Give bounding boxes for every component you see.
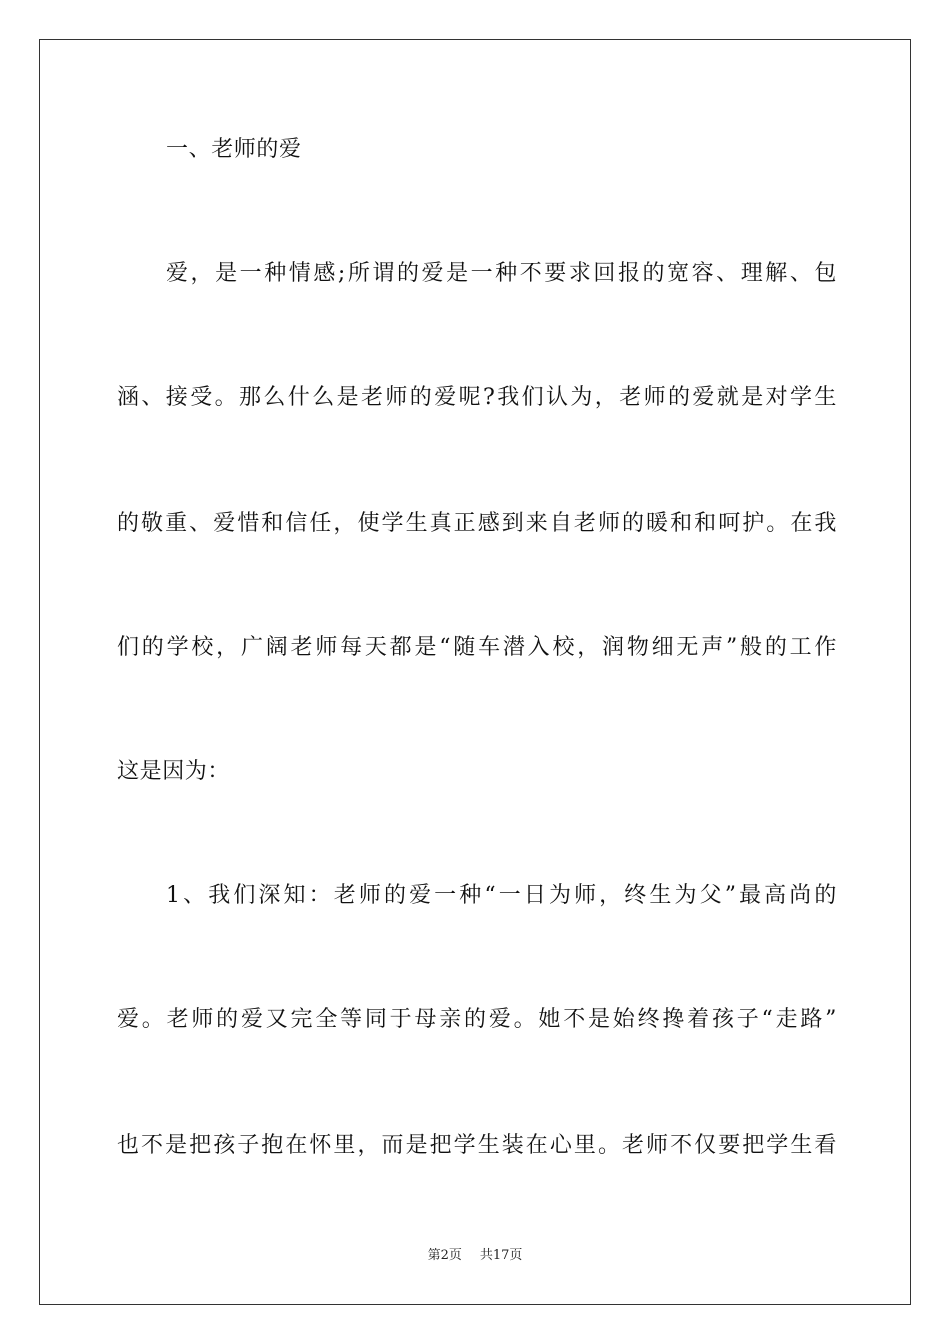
paragraph-line-3: 的敬重、爱惜和信任，使学生真正感到来自老师的暖和和呵护。在我	[117, 511, 837, 536]
page-border	[39, 39, 911, 1305]
page-footer	[0, 1247, 950, 1265]
paragraph-line-8: 也不是把孩子抱在怀里，而是把学生装在心里。老师不仅要把学生看	[117, 1133, 837, 1158]
section-heading: 一、老师的爱	[166, 137, 302, 162]
page-number: 第2页	[427, 1248, 462, 1263]
paragraph-line-2: 涵、接受。那么什么是老师的爱呢?我们认为，老师的爱就是对学生	[117, 385, 837, 410]
paragraph-line-6: 1、我们深知：老师的爱一种“一日为师，终生为父”最高尚的	[166, 883, 837, 908]
paragraph-line-7: 爱。老师的爱又完全等同于母亲的爱。她不是始终搀着孩子“走路”	[117, 1007, 837, 1032]
paragraph-line-4: 们的学校，广阔老师每天都是“随车潜入校，润物细无声”般的工作	[117, 635, 837, 660]
page-total: 共17页	[479, 1248, 523, 1263]
paragraph-line-5: 这是因为：	[117, 759, 231, 784]
paragraph-line-1: 爱，是一种情感;所谓的爱是一种不要求回报的宽容、理解、包	[166, 261, 837, 286]
